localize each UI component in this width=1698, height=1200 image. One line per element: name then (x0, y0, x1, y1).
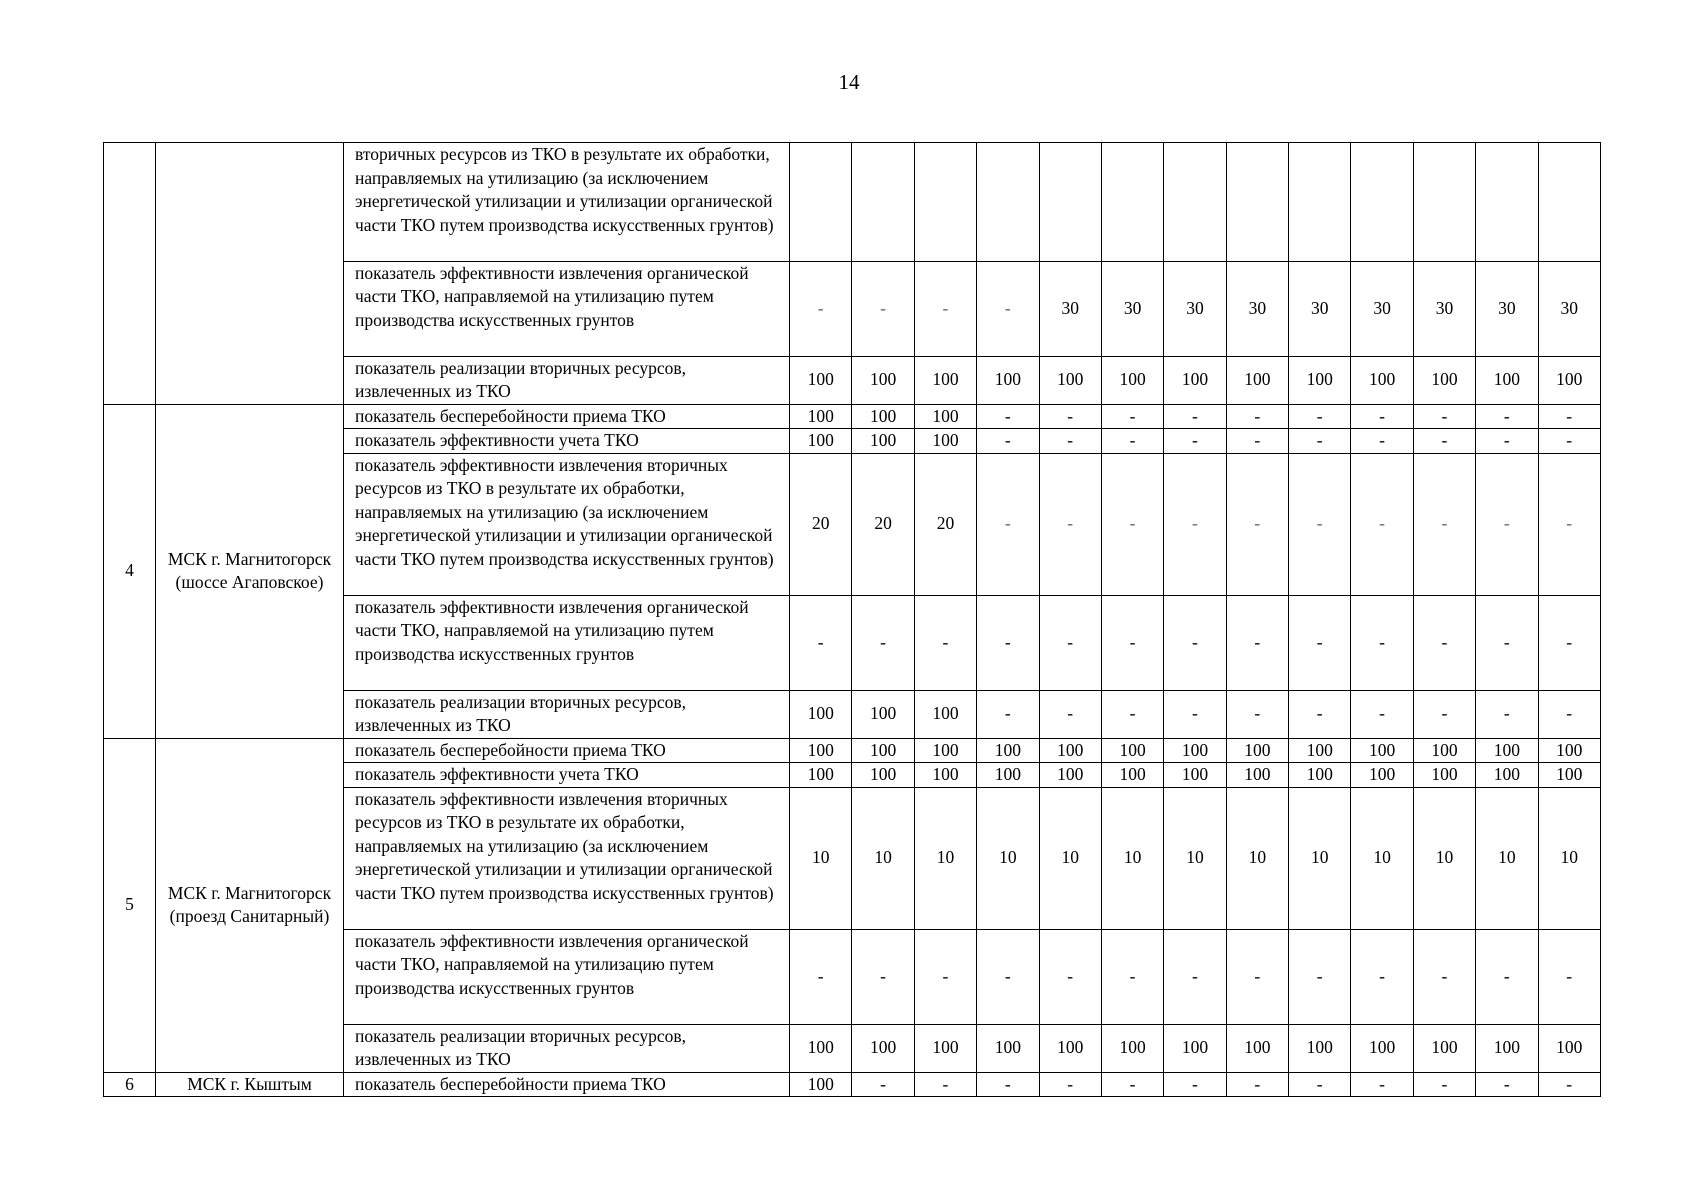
indicator-value: 100 (1351, 356, 1413, 404)
indicator-value: - (1476, 690, 1538, 738)
indicator-value: 30 (1039, 261, 1101, 356)
facility-name: МСК г. Магнитогорск (шоссе Агаповское) (156, 404, 344, 738)
indicator-value: - (1351, 404, 1413, 429)
indicator-value: - (1101, 1072, 1163, 1097)
indicator-value: 100 (914, 690, 976, 738)
indicator-value: 10 (1039, 787, 1101, 929)
indicator-value: 10 (1351, 787, 1413, 929)
facility-name (156, 143, 344, 405)
indicator-value: - (977, 404, 1039, 429)
indicator-value: 100 (914, 738, 976, 763)
indicator-value: - (1039, 929, 1101, 1024)
indicator-value: 100 (1101, 1024, 1163, 1072)
indicator-value: 100 (852, 429, 914, 454)
indicator-value: 100 (914, 429, 976, 454)
indicator-value: - (1413, 690, 1475, 738)
indicator-value: - (977, 261, 1039, 356)
indicator-value: 100 (1351, 738, 1413, 763)
indicator-value: 30 (1538, 261, 1600, 356)
indicator-value: - (1164, 429, 1226, 454)
indicator-value: - (1164, 1072, 1226, 1097)
indicator-name: показатель эффективности извлечения органической части ТКО, направляемой на утилизацию путем производства искусственных грунтов (344, 261, 790, 356)
indicator-value: - (1538, 429, 1600, 454)
indicator-value: - (1164, 929, 1226, 1024)
indicator-value: - (1226, 690, 1288, 738)
table-row (104, 738, 1601, 763)
row-number (104, 143, 156, 405)
indicator-value: 100 (1476, 763, 1538, 788)
indicator-value: - (1226, 453, 1288, 595)
indicator-value (1289, 143, 1351, 262)
indicator-value: - (1351, 690, 1413, 738)
indicator-value: 100 (914, 404, 976, 429)
indicator-value: - (852, 595, 914, 690)
indicator-value: 10 (1164, 787, 1226, 929)
indicator-value: - (1101, 404, 1163, 429)
indicator-value: 100 (1164, 356, 1226, 404)
page-number: 14 (838, 70, 860, 94)
indicator-value: - (852, 1072, 914, 1097)
indicator-value: - (1164, 690, 1226, 738)
indicator-value: 100 (1039, 763, 1101, 788)
indicator-value: 100 (1413, 738, 1475, 763)
indicator-value: - (790, 595, 852, 690)
indicator-value: 100 (977, 1024, 1039, 1072)
indicator-name: показатель бесперебойности приема ТКО (344, 404, 790, 429)
indicator-value: 100 (1476, 356, 1538, 404)
indicator-value: 30 (1289, 261, 1351, 356)
indicator-value: 100 (790, 404, 852, 429)
indicator-value: 100 (1289, 1024, 1351, 1072)
indicator-value: 100 (1538, 763, 1600, 788)
indicator-value: 10 (852, 787, 914, 929)
indicator-value: 100 (977, 738, 1039, 763)
indicator-value: - (1351, 929, 1413, 1024)
indicator-value (1164, 143, 1226, 262)
facility-name: МСК г. Кыштым (156, 1072, 344, 1097)
indicator-value: - (1039, 429, 1101, 454)
indicator-value: 30 (1351, 261, 1413, 356)
indicator-value: - (977, 453, 1039, 595)
indicator-value: 100 (914, 763, 976, 788)
indicator-value: - (1039, 453, 1101, 595)
indicator-value: 100 (1538, 356, 1600, 404)
indicator-value: 100 (852, 763, 914, 788)
indicator-value: - (1226, 429, 1288, 454)
indicator-value: 100 (790, 1072, 852, 1097)
indicator-value: - (1538, 690, 1600, 738)
indicator-value: - (1289, 690, 1351, 738)
indicator-value: 100 (1289, 763, 1351, 788)
indicator-value: 100 (852, 404, 914, 429)
indicator-value: - (1351, 453, 1413, 595)
indicator-value: 30 (1476, 261, 1538, 356)
indicator-value: 100 (1226, 738, 1288, 763)
indicator-name: показатель бесперебойности приема ТКО (344, 738, 790, 763)
indicators-table (103, 142, 1601, 1097)
indicator-value: - (1101, 429, 1163, 454)
indicator-value: - (1476, 453, 1538, 595)
indicator-value (1351, 143, 1413, 262)
indicator-value: 30 (1413, 261, 1475, 356)
indicator-value: 100 (977, 356, 1039, 404)
indicator-value: 100 (1413, 1024, 1475, 1072)
indicator-value: - (914, 929, 976, 1024)
indicator-value: - (1101, 453, 1163, 595)
row-number: 5 (104, 738, 156, 1072)
facility-name: МСК г. Магнитогорск (проезд Санитарный) (156, 738, 344, 1072)
indicator-value: - (914, 595, 976, 690)
table-row (104, 404, 1601, 429)
indicator-value: 100 (852, 1024, 914, 1072)
indicator-value: - (1289, 1072, 1351, 1097)
indicator-value (790, 143, 852, 262)
table-row (104, 143, 1601, 262)
indicator-value: 20 (914, 453, 976, 595)
indicator-value: - (1039, 1072, 1101, 1097)
indicator-value: 100 (1101, 763, 1163, 788)
indicator-value: - (1226, 595, 1288, 690)
indicator-name: показатель реализации вторичных ресурсов, извлеченных из ТКО (344, 356, 790, 404)
indicator-value: 30 (1226, 261, 1288, 356)
indicator-value: - (1289, 929, 1351, 1024)
indicator-value: - (852, 261, 914, 356)
indicator-value (852, 143, 914, 262)
indicator-value: - (1413, 404, 1475, 429)
indicator-value: 100 (790, 429, 852, 454)
indicator-value (1226, 143, 1288, 262)
indicator-value: - (1101, 929, 1163, 1024)
indicator-value: - (1351, 429, 1413, 454)
indicator-value: 10 (977, 787, 1039, 929)
indicator-value: - (977, 690, 1039, 738)
indicator-value: 100 (1226, 763, 1288, 788)
indicator-value: - (1164, 453, 1226, 595)
indicator-value: 100 (790, 1024, 852, 1072)
indicator-value: 100 (852, 690, 914, 738)
indicator-value: - (914, 1072, 976, 1097)
indicator-value: - (914, 261, 976, 356)
indicator-value: - (1413, 453, 1475, 595)
indicator-value: - (1413, 595, 1475, 690)
indicator-value: - (1476, 429, 1538, 454)
indicator-name: показатель эффективности учета ТКО (344, 763, 790, 788)
indicator-value: - (1413, 429, 1475, 454)
indicator-value: - (1476, 595, 1538, 690)
indicator-value: 100 (977, 763, 1039, 788)
indicator-value: 20 (790, 453, 852, 595)
indicator-value: 10 (1226, 787, 1288, 929)
indicator-name: показатель реализации вторичных ресурсов, извлеченных из ТКО (344, 690, 790, 738)
indicator-value: 100 (1164, 1024, 1226, 1072)
row-number: 4 (104, 404, 156, 738)
indicator-value (914, 143, 976, 262)
indicator-value: 100 (852, 738, 914, 763)
indicator-value: 100 (1538, 1024, 1600, 1072)
indicator-value: 100 (1226, 356, 1288, 404)
indicator-value: 100 (790, 763, 852, 788)
indicator-value: - (1164, 404, 1226, 429)
indicator-value: - (1039, 690, 1101, 738)
indicator-value: - (977, 429, 1039, 454)
indicator-value: 100 (1413, 763, 1475, 788)
indicator-value: - (1289, 595, 1351, 690)
indicator-value: - (790, 261, 852, 356)
indicator-value: 100 (1164, 738, 1226, 763)
indicator-value: 20 (852, 453, 914, 595)
indicator-value: 100 (1413, 356, 1475, 404)
indicator-value: - (1538, 453, 1600, 595)
indicator-value: 100 (1039, 356, 1101, 404)
indicator-value: 100 (914, 1024, 976, 1072)
indicator-value: - (1164, 595, 1226, 690)
indicator-value: - (1101, 595, 1163, 690)
indicator-value: - (790, 929, 852, 1024)
indicator-value: 30 (1164, 261, 1226, 356)
indicator-value: - (1538, 929, 1600, 1024)
indicator-value: 100 (1101, 356, 1163, 404)
indicator-value: 100 (1039, 1024, 1101, 1072)
row-number: 6 (104, 1072, 156, 1097)
indicator-value (1413, 143, 1475, 262)
indicator-value: - (1476, 1072, 1538, 1097)
indicator-name: вторичных ресурсов из ТКО в результате их обработки, направляемых на утилизацию (за исключением энергетической утилизации и утилизации органической части ТКО путем производства искусственных грунтов) (344, 143, 790, 262)
indicator-value: 100 (1226, 1024, 1288, 1072)
indicator-value: 10 (1101, 787, 1163, 929)
indicator-value: - (1476, 929, 1538, 1024)
indicator-value: - (1351, 595, 1413, 690)
indicator-value (1476, 143, 1538, 262)
indicator-value: 10 (790, 787, 852, 929)
indicator-value (1039, 143, 1101, 262)
indicator-value: - (1226, 1072, 1288, 1097)
indicator-value: 100 (1351, 1024, 1413, 1072)
indicator-value: 100 (1351, 763, 1413, 788)
indicator-name: показатель эффективности учета ТКО (344, 429, 790, 454)
indicator-value: 100 (1538, 738, 1600, 763)
indicator-value: 100 (852, 356, 914, 404)
table-row (104, 1072, 1601, 1097)
indicator-value: - (1039, 595, 1101, 690)
indicator-value (1101, 143, 1163, 262)
indicator-value: 100 (1289, 356, 1351, 404)
indicator-name: показатель эффективности извлечения вторичных ресурсов из ТКО в результате их обработки, направляемых на утилизацию (за исключением энергетической утилизации и утилизации органической части ТКО путем производства искусственных грунтов) (344, 453, 790, 595)
indicator-value: 10 (914, 787, 976, 929)
indicator-value: - (1476, 404, 1538, 429)
indicator-value: - (1413, 1072, 1475, 1097)
indicator-value: 100 (790, 738, 852, 763)
indicator-value: 100 (1476, 738, 1538, 763)
indicator-value: 100 (790, 356, 852, 404)
indicator-value: 30 (1101, 261, 1163, 356)
indicator-value: - (1413, 929, 1475, 1024)
indicator-value: 10 (1476, 787, 1538, 929)
indicator-value: - (977, 1072, 1039, 1097)
indicator-value: - (1039, 404, 1101, 429)
indicator-value: - (1226, 404, 1288, 429)
indicator-value: 100 (1289, 738, 1351, 763)
indicator-value: 100 (1039, 738, 1101, 763)
indicator-name: показатель бесперебойности приема ТКО (344, 1072, 790, 1097)
indicator-value: - (977, 595, 1039, 690)
indicator-value: - (977, 929, 1039, 1024)
indicator-name: показатель эффективности извлечения органической части ТКО, направляемой на утилизацию путем производства искусственных грунтов (344, 929, 790, 1024)
indicator-value: 100 (1101, 738, 1163, 763)
indicator-value: - (1289, 404, 1351, 429)
indicator-value (1538, 143, 1600, 262)
indicator-value: - (852, 929, 914, 1024)
indicator-value: 100 (790, 690, 852, 738)
indicator-name: показатель эффективности извлечения вторичных ресурсов из ТКО в результате их обработки, направляемых на утилизацию (за исключением энергетической утилизации и утилизации органической части ТКО путем производства искусственных грунтов) (344, 787, 790, 929)
indicator-value: 100 (1164, 763, 1226, 788)
indicator-name: показатель реализации вторичных ресурсов, извлеченных из ТКО (344, 1024, 790, 1072)
indicator-value: - (1538, 595, 1600, 690)
indicator-value: 10 (1413, 787, 1475, 929)
indicator-name: показатель эффективности извлечения органической части ТКО, направляемой на утилизацию путем производства искусственных грунтов (344, 595, 790, 690)
indicator-value: 10 (1289, 787, 1351, 929)
indicator-value: - (1101, 690, 1163, 738)
indicator-value: - (1289, 429, 1351, 454)
indicator-value (977, 143, 1039, 262)
indicator-value: 10 (1538, 787, 1600, 929)
indicator-value: 100 (914, 356, 976, 404)
indicator-value: - (1226, 929, 1288, 1024)
indicator-value: - (1538, 404, 1600, 429)
indicator-value: - (1351, 1072, 1413, 1097)
indicator-value: - (1538, 1072, 1600, 1097)
indicator-value: 100 (1476, 1024, 1538, 1072)
indicator-value: - (1289, 453, 1351, 595)
